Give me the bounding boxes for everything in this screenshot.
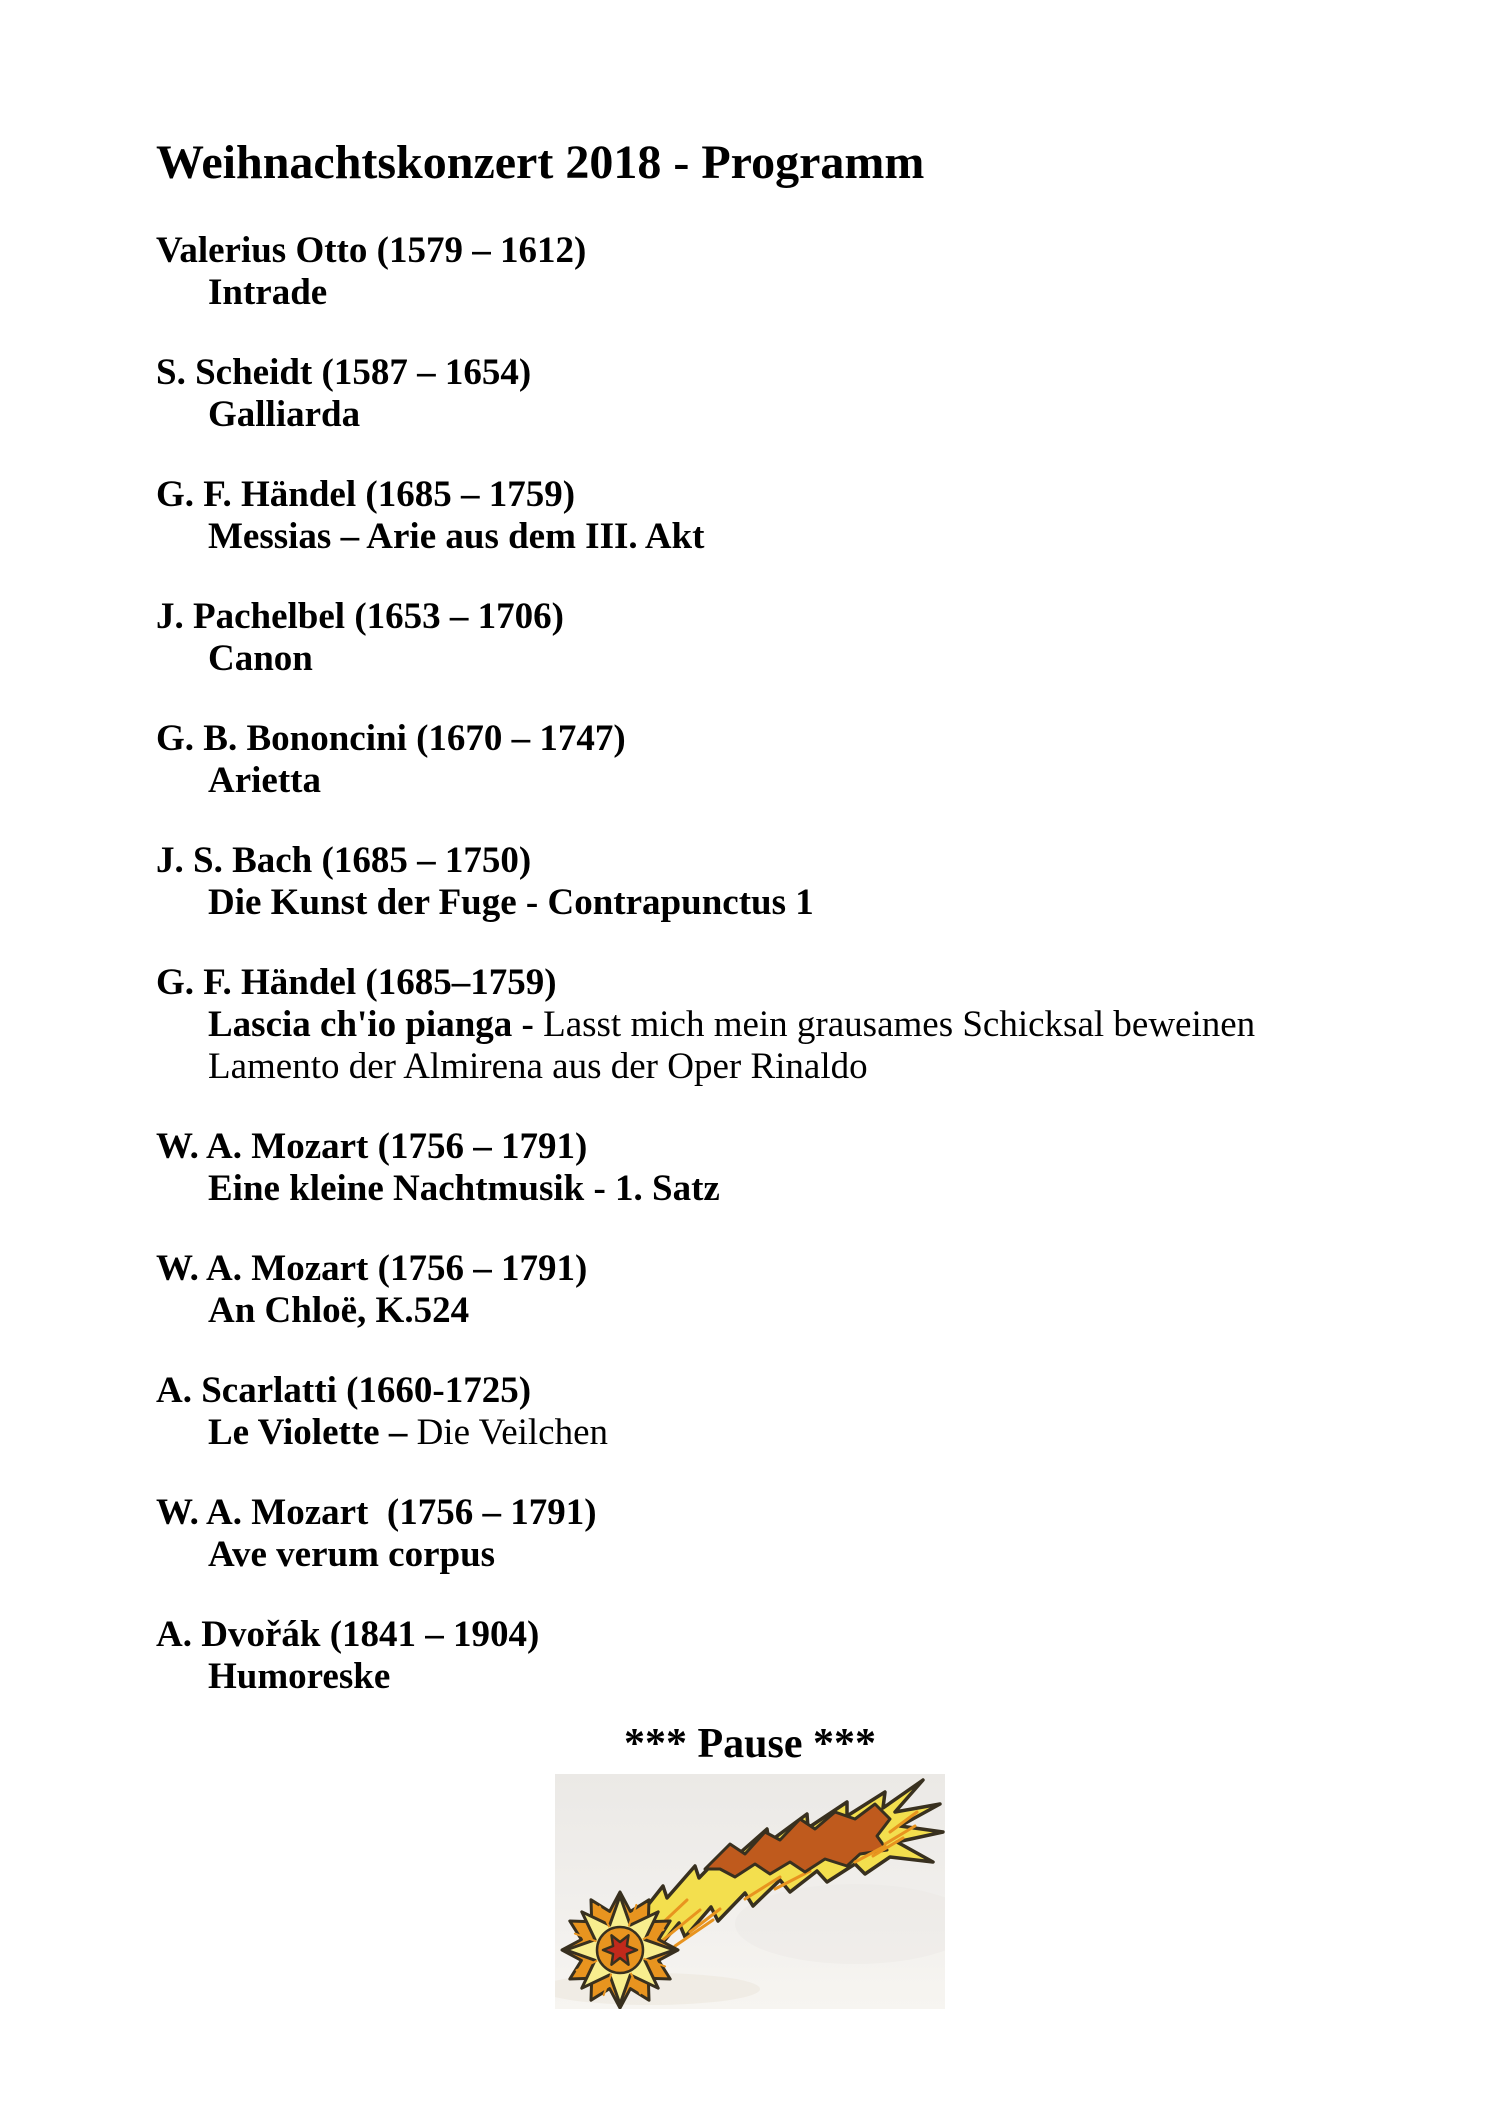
piece-title-bold: Le Violette – bbox=[208, 1412, 417, 1453]
composer-line: Valerius Otto (1579 – 1612) bbox=[156, 230, 587, 271]
piece-title-bold: Intrade bbox=[208, 272, 328, 313]
composer-line: J. Pachelbel (1653 – 1706) bbox=[156, 596, 564, 637]
composer-line: W. A. Mozart (1756 – 1791) bbox=[156, 1248, 588, 1289]
piece-line bbox=[156, 516, 1460, 558]
piece-line bbox=[156, 638, 1460, 680]
piece-line bbox=[156, 882, 1460, 924]
program-entry bbox=[156, 230, 1460, 314]
piece-list bbox=[156, 638, 1460, 680]
piece-list bbox=[156, 1656, 1460, 1698]
piece-line bbox=[156, 1656, 1460, 1698]
composer-line: S. Scheidt (1587 – 1654) bbox=[156, 352, 532, 393]
program-entry bbox=[156, 1126, 1460, 1210]
program-entry bbox=[156, 1492, 1460, 1576]
piece-list bbox=[156, 272, 1460, 314]
piece-line bbox=[156, 1412, 1460, 1454]
composer-line: A. Dvořák (1841 – 1904) bbox=[156, 1614, 540, 1655]
composer-line: G. F. Händel (1685 – 1759) bbox=[156, 474, 576, 515]
piece-list bbox=[156, 1004, 1460, 1088]
piece-title-bold: Arietta bbox=[208, 760, 321, 801]
piece-list bbox=[156, 394, 1460, 436]
piece-list bbox=[156, 1412, 1460, 1454]
program-entry bbox=[156, 962, 1460, 1088]
piece-title-bold: Humoreske bbox=[208, 1656, 391, 1697]
program-entry bbox=[156, 474, 1460, 558]
piece-line bbox=[156, 1290, 1460, 1332]
program-entry bbox=[156, 1248, 1460, 1332]
composer-line: G. B. Bononcini (1670 – 1747) bbox=[156, 718, 626, 759]
page-title: Weihnachtskonzert 2018 - Programm bbox=[156, 136, 925, 189]
piece-list bbox=[156, 516, 1460, 558]
program-entry bbox=[156, 1370, 1460, 1454]
composer-line: J. S. Bach (1685 – 1750) bbox=[156, 840, 532, 881]
program-entry bbox=[156, 1614, 1460, 1698]
program-entry bbox=[156, 596, 1460, 680]
composer-line: W. A. Mozart (1756 – 1791) bbox=[156, 1126, 588, 1167]
comet-figure bbox=[555, 1774, 945, 2009]
comet-star-illustration bbox=[555, 1774, 945, 2009]
piece-subtitle-regular: Die Veilchen bbox=[416, 1412, 609, 1453]
piece-line bbox=[156, 1046, 1460, 1088]
program-entry bbox=[156, 352, 1460, 436]
piece-title-bold: Eine kleine Nachtmusik - 1. Satz bbox=[208, 1168, 720, 1209]
program-list bbox=[156, 230, 1460, 1698]
piece-line bbox=[156, 1534, 1460, 1576]
program-entry bbox=[156, 840, 1460, 924]
piece-title-bold: Messias – Arie aus dem III. Akt bbox=[208, 516, 705, 557]
piece-title-bold: An Chloë, K.524 bbox=[208, 1290, 470, 1331]
composer-line: W. A. Mozart (1756 – 1791) bbox=[156, 1492, 597, 1533]
piece-title-bold: Canon bbox=[208, 638, 313, 679]
piece-line bbox=[156, 272, 1460, 314]
composer-line: A. Scarlatti (1660-1725) bbox=[156, 1370, 532, 1411]
program-entry bbox=[156, 718, 1460, 802]
piece-list bbox=[156, 1534, 1460, 1576]
piece-list bbox=[156, 1290, 1460, 1332]
piece-title-bold: Ave verum corpus bbox=[208, 1534, 496, 1575]
piece-title-bold: Galliarda bbox=[208, 394, 361, 435]
piece-line bbox=[156, 1168, 1460, 1210]
piece-line bbox=[156, 1004, 1460, 1046]
composer-line: G. F. Händel (1685–1759) bbox=[156, 962, 557, 1003]
piece-line bbox=[156, 760, 1460, 802]
piece-list bbox=[156, 760, 1460, 802]
pause-heading: *** Pause *** bbox=[624, 1721, 876, 1767]
piece-list bbox=[156, 882, 1460, 924]
piece-line bbox=[156, 394, 1460, 436]
piece-subtitle-regular: Lamento der Almirena aus der Oper Rinaldo bbox=[208, 1046, 868, 1087]
piece-title-bold: Die Kunst der Fuge - Contrapunctus 1 bbox=[208, 882, 814, 923]
piece-subtitle-regular: Lasst mich mein grausames Schicksal beweinen bbox=[543, 1004, 1256, 1045]
piece-title-bold: Lascia ch'io pianga - bbox=[208, 1004, 544, 1045]
piece-list bbox=[156, 1168, 1460, 1210]
